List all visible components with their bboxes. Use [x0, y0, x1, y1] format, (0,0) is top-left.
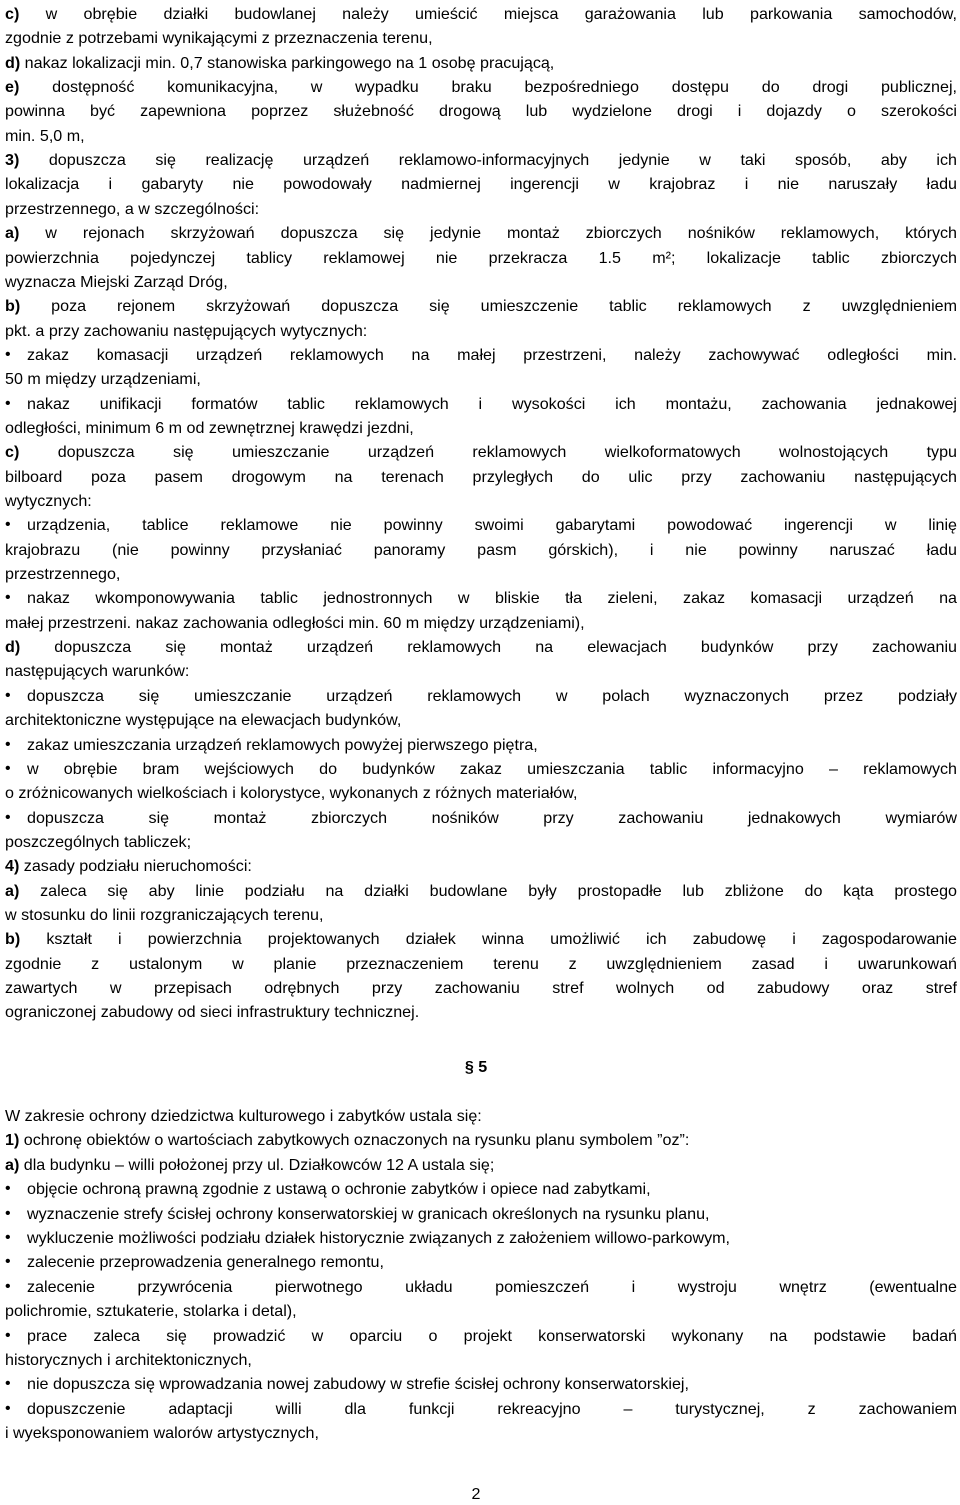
text-line: min. 5,0 m, [5, 126, 85, 145]
bullet-icon: • [5, 345, 11, 363]
bullet-icon: • [5, 516, 11, 534]
text-line: historycznych i architektonicznych, [5, 1351, 252, 1369]
text-line: zakaz komasacji urządzeń reklamowych na małej przestrzeni, należy zachowywać odległości min. [27, 345, 957, 364]
page-number: 2 [471, 1485, 481, 1503]
text-line: i wyeksponowaniem walorów artystycznych, [5, 1424, 319, 1443]
text-line: nakaz unifikacji formatów tablic reklamowych i wysokości ich montażu, zachowania jednakowej [27, 394, 957, 413]
text-line: d) nakaz lokalizacji min. 0,7 stanowiska parkingowego na 1 osobę pracującą, [5, 53, 555, 72]
text-line: a) dla budynku – willi położonej przy ul. Działkowców 12 A ustala się; [5, 1155, 495, 1174]
text-line: w stosunku do linii rozgraniczających terenu, [5, 905, 324, 924]
text-line: zgodnie z potrzebami wynikającymi z przeznaczenia terenu, [5, 29, 433, 48]
text-line: objęcie ochroną prawną zgodnie z ustawą o ochronie zabytków i opiece nad zabytkami, [27, 1180, 651, 1199]
text-line: w obrębie bram wejściowych do budynków zakaz umieszczania tablic informacyjno – reklamowych [27, 759, 957, 778]
text-line: architektoniczne występujące na elewacjach budynków, [5, 711, 402, 730]
text-line: W zakresie ochrony dziedzictwa kulturowego i zabytków ustala się: [5, 1107, 482, 1125]
text-line: urządzenia, tablice reklamowe nie powinny swoimi gabarytami powodować ingerencji w linię [27, 516, 957, 535]
bullet-icon: • [5, 1204, 11, 1222]
bullet-icon: • [5, 808, 11, 826]
text-line: c) w obrębie działki budowlanej należy umieścić miejsca garażowania lub parkowania samochodów, [5, 5, 957, 23]
text-line: wyznacza Miejski Zarząd Dróg, [5, 272, 228, 291]
text-line: zakaz umieszczania urządzeń reklamowych powyżej pierwszego piętra, [27, 735, 538, 754]
text-line: 3) dopuszcza się realizację urządzeń reklamowo-informacyjnych jedynie w taki sposób, aby ich [5, 151, 957, 170]
text-line: odległości, minimum 6 m od zewnętrznej krawędzi jezdni, [5, 418, 414, 437]
text-line: zgodnie z ustalonym w planie przeznaczeniem terenu z uwzględnieniem zasad i uwarunkowań [5, 954, 957, 973]
text-line: b) kształt i powierzchnia projektowanych działek winna umożliwić ich zabudowę i zagospodarowanie [5, 930, 957, 949]
bullet-icon: • [5, 1253, 11, 1271]
text-line: małej przestrzeni. nakaz zachowania odległości min. 60 m między urządzeniami), [5, 613, 585, 632]
text-line: polichromie, sztukaterie, stolarka i detal), [5, 1302, 297, 1321]
bullet-icon: • [5, 735, 11, 753]
text-line: przestrzennego, a w szczególności: [5, 199, 260, 218]
text-line: poszczególnych tabliczek; [5, 832, 192, 851]
text-line: zawartych w przepisach odrębnych przy zachowaniu stref wolnych od zabudowy oraz stref [5, 979, 957, 997]
text-line: wykluczenie możliwości podziału działek historycznie związanych z założeniem willowo-parkowym, [27, 1229, 731, 1247]
text-line: nakaz wkomponowywania tablic jednostronnych w bliskie tła zieleni, zakaz komasacji urządzeń na [27, 589, 957, 608]
text-line: dopuszcza się umieszczanie urządzeń reklamowych w polach wyznaczonych przez podziały [27, 686, 957, 705]
text-line: pkt. a przy zachowaniu następujących wytycznych: [5, 321, 368, 340]
text-line: nie dopuszcza się wprowadzania nowej zabudowy w strefie ścisłej ochrony konserwatorskiej, [27, 1375, 689, 1394]
text-line: powierzchnia pojedynczej tablicy reklamowej nie przekracza 1.5 m²; lokalizacje tablic zbiorczych [5, 248, 957, 267]
bullet-icon: • [5, 1229, 11, 1246]
text-line: o zróżnicowanych wielkościach i kolorystyce, wykonanych z różnych materiałów, [5, 784, 578, 803]
text-line: zalecenie przywrócenia pierwotnego układu pomieszczeń i wystroju wnętrz (ewentualne [27, 1277, 957, 1296]
text-line: d) dopuszcza się montaż urządzeń reklamowych na elewacjach budynków przy zachowaniu [5, 638, 957, 657]
text-line: dopuszczenie adaptacji willi dla funkcji rekreacyjno – turystycznej, z zachowaniem [27, 1399, 957, 1418]
text-line: bilboard poza pasem drogowym na terenach przyległych do ulic przy zachowaniu następujących [5, 467, 957, 486]
text-line: zalecenie przeprowadzenia generalnego remontu, [27, 1253, 384, 1272]
text-line: ograniczonej zabudowy od sieci infrastruktury technicznej. [5, 1003, 420, 1022]
section-title: § 5 [464, 1058, 488, 1076]
bullet-icon: • [5, 686, 11, 704]
text-line: c) dopuszcza się umieszczanie urządzeń reklamowych wielkoformatowych wolnostojących typu [5, 443, 957, 462]
text-line: wytycznych: [5, 492, 92, 510]
text-line: 4) zasady podziału nieruchomości: [5, 857, 252, 876]
bullet-icon: • [5, 1375, 11, 1393]
text-line: prace zaleca się prowadzić w oparciu o projekt konserwatorski wykonany na podstawie badań [27, 1326, 957, 1345]
text-line: 50 m między urządzeniami, [5, 370, 201, 389]
bullet-icon: • [5, 1399, 11, 1417]
bullet-icon: • [5, 759, 11, 777]
text-line: b) poza rejonem skrzyżowań dopuszcza się umieszczenie tablic reklamowych z uwzględnieniem [5, 297, 957, 316]
bullet-icon: • [5, 1326, 11, 1344]
text-line: przestrzennego, [5, 565, 121, 584]
text-line: lokalizacja i gabaryty nie powodowały nadmiernej ingerencji w krajobraz i nie naruszały ładu [5, 175, 957, 194]
text-line: wyznaczenie strefy ścisłej ochrony konserwatorskiej w granicach określonych na rysunku planu, [27, 1204, 710, 1223]
text-line: następujących warunków: [5, 662, 190, 681]
text-line: e) dostępność komunikacyjna, w wypadku braku bezpośredniego dostępu do drogi publicznej, [5, 78, 957, 97]
text-line: powinna być zapewniona poprzez służebność drogową lub wydzielone drogi i dojazdy o szerokości [5, 102, 957, 121]
text-line: 1) ochronę obiektów o wartościach zabytkowych oznaczonych na rysunku planu symbolem ”oz”: [5, 1131, 690, 1150]
text-line: dopuszcza się montaż zbiorczych nośników przy zachowaniu jednakowych wymiarów [27, 808, 957, 827]
text-line: krajobrazu (nie powinny przysłaniać panoramy pasm górskich), i nie powinny naruszać ładu [5, 540, 957, 559]
text-line: a) w rejonach skrzyżowań dopuszcza się jedynie montaż zbiorczych nośników reklamowych, których [5, 224, 957, 243]
bullet-icon: • [5, 1180, 11, 1198]
bullet-icon: • [5, 1277, 11, 1295]
bullet-icon: • [5, 394, 11, 412]
text-line: a) zaleca się aby linie podziału na działki budowlane były prostopadłe lub zbliżone do kąta prostego [5, 881, 957, 900]
bullet-icon: • [5, 589, 11, 607]
